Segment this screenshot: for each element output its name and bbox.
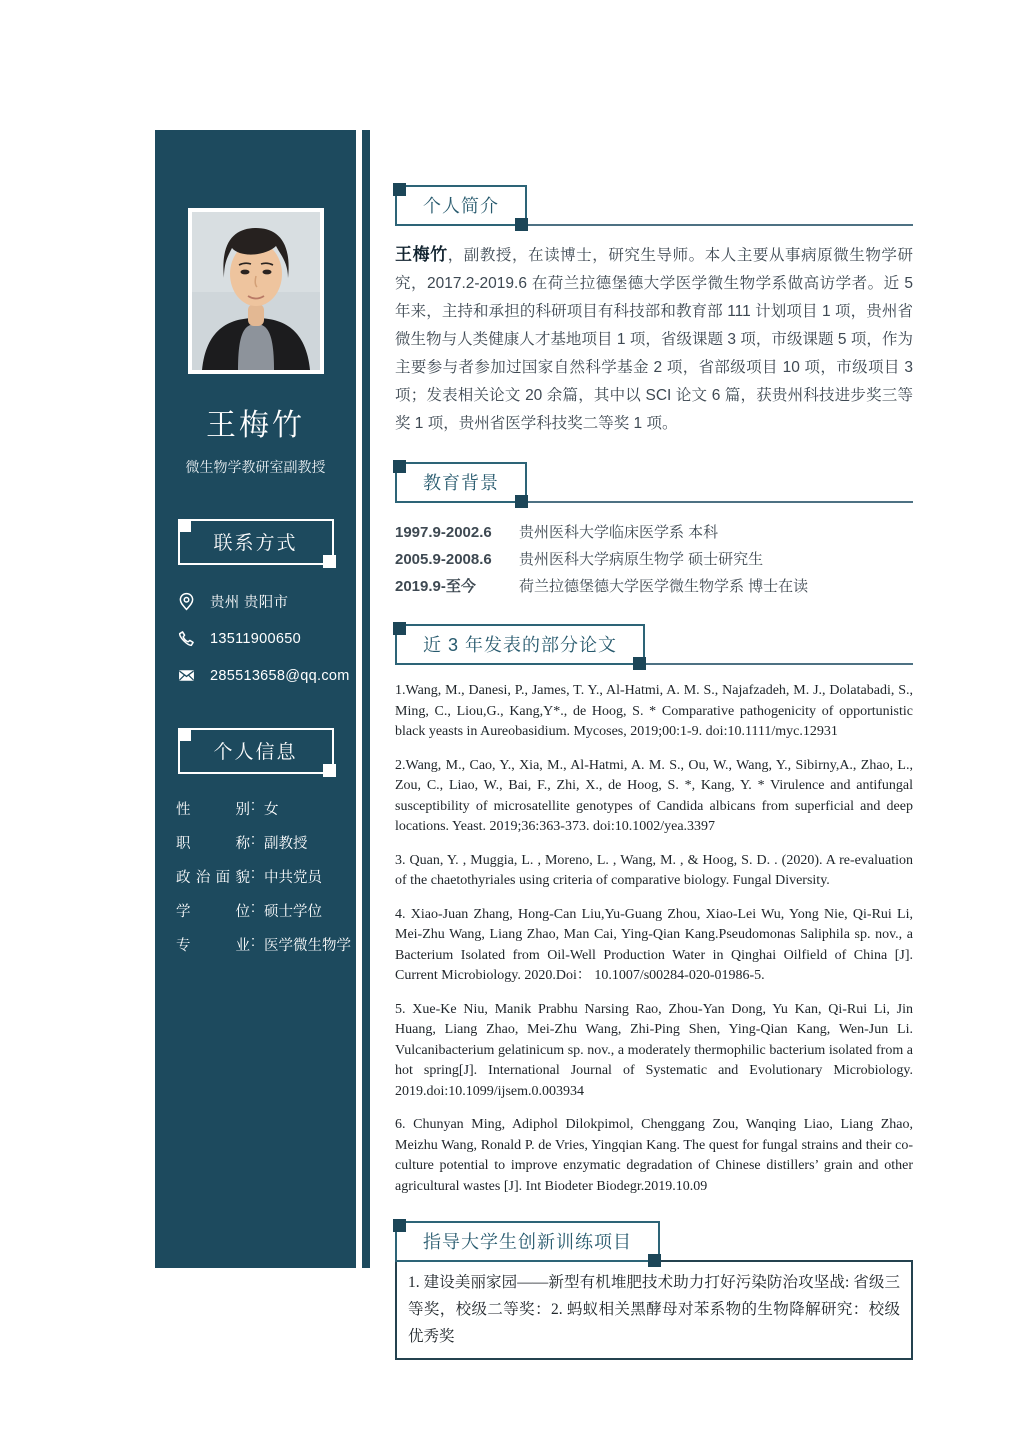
intro-header-rule (527, 224, 913, 226)
contact-item-location (176, 591, 356, 612)
personal-info-label: 性别 (176, 802, 250, 818)
personal-info-label: 政治面貌 (176, 870, 250, 886)
section-projects (395, 1221, 913, 1360)
section-education (395, 462, 913, 600)
projects-header-rule (660, 1260, 913, 1262)
personal-info-label: 专业 (176, 938, 250, 954)
contact-phone-text: 13511900650 (210, 630, 301, 647)
personal-info-row (176, 798, 356, 819)
location-pin-icon (176, 591, 197, 612)
education-title: 教育背景 (395, 462, 527, 503)
main-content (395, 185, 913, 1360)
intro-title: 个人简介 (395, 185, 527, 226)
personal-info-separator: : (251, 866, 256, 882)
education-row (395, 546, 913, 573)
profile-photo (188, 208, 324, 374)
phone-icon (176, 628, 197, 649)
sidebar (155, 130, 356, 1268)
education-period: 2005.9-2008.6 (395, 551, 492, 568)
paper-citation: 4. Xiao-Juan Zhang, Hong-Can Liu,Yu-Guang Zhou, Xiao-Lei Wu, Yong Nie, Qi‐Rui Li, Mei-Zhu Wang, Liang Zhao, Man Cai, Ying-Qian Kang.Pseudomonas Saliphila sp. nov., a Bacterium Isolated from Oil-Well Production Water in Qinghai Oilfield of China [J]. Current Microbiology. 2020.Doi： 10.1007/s00284-020-01986-5. (395, 906, 913, 983)
intro-header (395, 185, 913, 226)
personal-info-value: 女 (264, 802, 279, 818)
personal-info-row (176, 866, 356, 887)
paper-citation: 5. Xue-Ke Niu, Manik Prabhu Narsing Rao, Zhou-Yan Dong, Yu Kan, Qi-Rui Li, Jin Huang, Liang Zhao, Mei-Zhu Wang, Zhi-Ping Shen, Ying-Qian Kang, Wen-Jun Li. Vulcanibacterium gelatinicum sp. nov., a moderately thermophilic bacterium isolated from a hot spring[J]. International Journal of Systematic and Evolutionary Microbiology. 2019.doi:10.1099/ijsem.0.003934 (395, 1001, 913, 1099)
contact-section-title: 联系方式 (178, 519, 334, 565)
personal-info-row (176, 832, 356, 853)
education-row (395, 573, 913, 600)
portrait-illustration (192, 212, 320, 370)
contact-location-text: 贵州 贵阳市 (210, 595, 289, 611)
envelope-icon (176, 665, 197, 686)
paper-citation: 2.Wang, M., Cao, Y., Xia, M., Al‐Hatmi, A. M. S., Ou, W., Wang, Y., Sibirny,A., Zhao, L., Zou, C., Liao, W., Bai, F., Zhi, X., de Hoog, S. *, Kang, Y. * Virulence and antifungal susceptibility of microsatellite genotypes of Candida albicans from superficial and deep locations. Yeast. 2019;36:363-373. doi:10.1002/yea.3397 (395, 757, 913, 834)
personal-info-label: 学位 (176, 904, 250, 920)
personal-info-label: 职称 (176, 836, 250, 852)
intro-body-text: ，副教授，在读博士，研究生导师。本人主要从事病原微生物学研究，2017.2-2019.6 在荷兰拉德堡德大学医学微生物学系做高访学者。近 5 年来，主持和承担的科研项目有科技部和教育部 111 计划项目 1 项，贵州省微生物与人类健康人才基地项目 1 项，省级课题 3 项，市级课题 5 项，作为主要参与者参加过国家自然科学基金 2 项，省部级项目 10 项，市级项目 3 项；发表相关论文 20 余篇，其中以 SCI 论文 6 篇，获贵州科技进步奖三等奖 1 项，贵州省医学科技奖二等奖 1 项。 (395, 247, 913, 432)
intro-person-name: 王梅竹 (395, 245, 448, 264)
contact-item-phone (176, 628, 356, 649)
education-detail: 荷兰拉德堡德大学医学微生物学系 博士在读 (519, 578, 809, 595)
contact-list (176, 591, 356, 686)
person-name: 王梅竹 (206, 409, 305, 442)
intro-paragraph (395, 241, 913, 438)
personal-info-row (176, 900, 356, 921)
personal-info-separator: : (251, 934, 256, 950)
contact-item-email (176, 665, 356, 686)
personal-info-separator: : (251, 900, 256, 916)
personal-info-separator: : (251, 798, 256, 814)
papers-header (395, 624, 913, 665)
projects-text: 1. 建设美丽家园——新型有机堆肥技术助力打好污染防治攻坚战: 省级三等奖，校级二等奖：2. 蚂蚁相关黑酵母对苯系物的生物降解研究：校级优秀奖 (408, 1274, 900, 1345)
papers-header-rule (645, 663, 913, 665)
personal-info-value: 硕士学位 (264, 904, 323, 920)
projects-text-box (395, 1262, 913, 1360)
projects-header (395, 1221, 913, 1262)
papers-title: 近 3 年发表的部分论文 (395, 624, 645, 665)
personal-info-row (176, 934, 356, 955)
personal-info-section-title: 个人信息 (178, 728, 334, 774)
personal-info-value: 中共党员 (264, 870, 323, 886)
paper-citation: 3. Quan, Y. , Muggia, L. , Moreno, L. , Wang, M. , & Hoog, S. D. . (2020). A re-evaluation of the chaetothyriales using criteria of comparative biology. Fungal Diversity. (395, 852, 913, 888)
personal-info-value: 副教授 (264, 836, 308, 852)
papers-list (395, 681, 913, 1197)
paper-citation: 1.Wang, M., Danesi, P., James, T. Y., Al‐Hatmi, A. M. S., Najafzadeh, M. J., Dolatabadi, S., Ming, C., Liou,G., Kang,Y*., de Hoog, S. * Comparative pathogenicity of opportunistic black yeasts in Aureobasidium. Mycoses, 2019;00:1-9. doi:10.1111/myc.12931 (395, 683, 913, 739)
education-header-rule (527, 501, 913, 503)
section-papers (395, 624, 913, 1197)
education-detail: 贵州医科大学临床医学系 本科 (519, 524, 719, 541)
personal-info-list (176, 798, 356, 955)
education-period: 1997.9-2002.6 (395, 524, 492, 541)
projects-title: 指导大学生创新训练项目 (395, 1221, 660, 1262)
education-detail: 贵州医科大学病原生物学 硕士研究生 (519, 551, 764, 568)
education-row (395, 519, 913, 546)
education-period: 2019.9-至今 (395, 578, 476, 595)
person-title: 微生物学教研室副教授 (185, 459, 326, 475)
education-header (395, 462, 913, 503)
contact-email-text: 285513658@qq.com (210, 667, 350, 684)
personal-info-value: 医学微生物学 (264, 938, 352, 954)
section-intro (395, 185, 913, 438)
personal-info-separator: : (251, 832, 256, 848)
paper-citation: 6. Chunyan Ming, Adiphol Dilokpimol, Chenggang Zou, Wanqing Liao, Liang Zhao, Meizhu Wang, Ronald P. de Vries, Yingqian Kang. The quest for fungal strains and their co-culture potential to improve enzymatic degradation of Chinese distillers’ grain and other agricultural wastes [J]. Int Biodeter Biodegr.2019.10.09 (395, 1117, 913, 1194)
sidebar-accent-stripe (362, 130, 370, 1268)
education-list (395, 519, 913, 600)
